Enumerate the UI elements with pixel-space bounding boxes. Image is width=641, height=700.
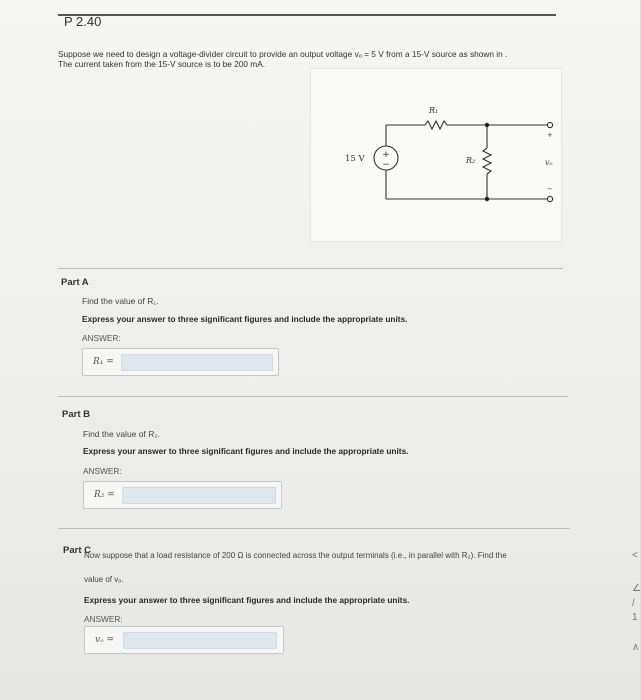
- part-b-answer-box: [83, 481, 282, 509]
- edge-glyph-1: <: [632, 550, 638, 561]
- node-top: [485, 123, 489, 127]
- source-label: 15 V: [345, 154, 365, 164]
- part-c-variable: vₒ =: [95, 635, 114, 645]
- part-c-answer-box: [84, 626, 284, 654]
- part-c-answer-input[interactable]: [123, 632, 277, 649]
- edge-glyph-3: /: [632, 598, 635, 609]
- part-b-question: Find the value of R₂.: [83, 429, 161, 439]
- problem-statement: [58, 49, 568, 69]
- part-b-title: Part B: [62, 409, 90, 420]
- output-minus-sign: −: [547, 185, 553, 193]
- source-plus-sign: +: [382, 150, 390, 160]
- source-minus-sign: −: [382, 160, 390, 170]
- part-a-divider: [58, 268, 563, 269]
- part-c-answer-label: ANSWER:: [84, 614, 123, 624]
- part-c-question-line-2: value of vₒ.: [84, 575, 124, 584]
- part-b-divider: [58, 396, 568, 397]
- part-a-title: Part A: [61, 277, 89, 288]
- r1-resistor: [425, 121, 447, 129]
- part-b-answer-input[interactable]: [122, 487, 276, 504]
- part-a-instruction: Express your answer to three significant figures and include the appropriate units.: [82, 314, 408, 324]
- part-a-answer-label: ANSWER:: [82, 333, 121, 343]
- part-b-variable: R₂ =: [94, 490, 115, 500]
- edge-glyph-2: ∠: [632, 583, 641, 594]
- problem-title: P 2.40: [64, 14, 102, 29]
- vo-label: vₒ: [545, 158, 553, 167]
- circuit-diagram: [310, 68, 562, 242]
- node-bottom: [485, 197, 489, 201]
- statement-line-1: Suppose we need to design a voltage-divider circuit to provide an output voltage vₒ = 5 V from a 15-V source as shown in .: [58, 49, 508, 59]
- part-a-answer-box: [82, 348, 279, 376]
- r2-resistor: [483, 148, 491, 174]
- part-c-title: Part C: [63, 545, 91, 556]
- edge-glyph-4: 1: [632, 612, 638, 623]
- part-c-instruction: Express your answer to three significant figures and include the appropriate units.: [84, 595, 410, 605]
- part-a-variable: R₁ =: [93, 357, 114, 367]
- part-b-answer-label: ANSWER:: [83, 466, 122, 476]
- terminal-bottom: [547, 196, 552, 201]
- edge-glyph-5: ∧: [632, 642, 640, 653]
- part-c-divider: [58, 528, 570, 529]
- part-b-instruction: Express your answer to three significant figures and include the appropriate units.: [83, 446, 409, 456]
- part-a-answer-input[interactable]: [121, 354, 273, 371]
- terminal-top: [547, 122, 552, 127]
- statement-line-2: The current taken from the 15-V source is to be 200 mA.: [58, 59, 266, 69]
- part-a-question: Find the value of R₁.: [82, 296, 159, 306]
- header-rule: [58, 14, 556, 16]
- part-c-question-line-1: Now suppose that a load resistance of 200 Ω is connected across the output terminals (i.e., in parallel with R₂). Find the: [84, 551, 507, 560]
- r2-label: R₂: [466, 156, 476, 165]
- r1-label: R₁: [429, 106, 439, 115]
- output-plus-sign: +: [547, 131, 553, 139]
